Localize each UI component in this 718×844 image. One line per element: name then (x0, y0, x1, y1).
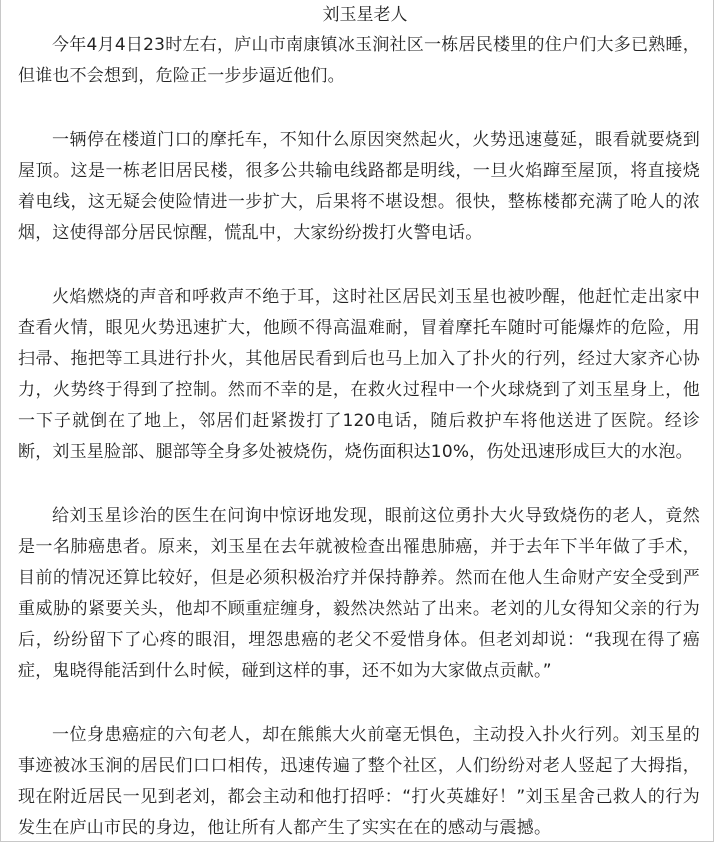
article-paragraph-5: 一位身患癌症的六旬老人，却在熊熊大火前毫无惧色，主动投入扑火行列。刘玉星的事迹被冰玉涧的居民们口口相传，迅速传遍了整个社区，人们纷纷对老人竖起了大拇指，现在附近居民一见到老刘，都会主动和他打招呼：“打火英雄好！”刘玉星舍己救人的行为发生在庐山市民的身边，他让所有人都产生了实实在在的感动与震撼。 (18, 725, 700, 838)
article-paragraph-4: 给刘玉星诊治的医生在问询中惊讶地发现，眼前这位勇扑大火导致烧伤的老人，竟然是一名肺癌患者。原来，刘玉星在去年就被检查出罹患肺癌，并于去年下半年做了手术，目前的情况还算比较好，但是必须积极治疗并保持静养。然而在他人生命财产安全受到严重威胁的紧要关头，他却不顾重症缠身，毅然决然站了出来。老刘的儿女得知父亲的行为后，纷纷留下了心疼的眼泪，埋怨患癌的老父不爱惜身体。但老刘却说：“我现在得了癌症，鬼晓得能活到什么时候，碰到这样的事，还不如为大家做点贡献。” (18, 506, 700, 681)
article-body (18, 4, 700, 844)
article-paragraph-2: 一辆停在楼道门口的摩托车，不知什么原因突然起火，火势迅速蔓延，眼看就要烧到屋顶。这是一栋老旧居民楼，很多公共输电线路都是明线，一旦火焰蹿至屋顶，将直接烧着电线，这无疑会使险情进一步扩大，后果将不堪设想。很快，整栋楼都充满了呛人的浓烟，这使得部分居民惊醒，慌乱中，大家纷纷拨打火警电话。 (18, 130, 700, 243)
article-paragraph-3: 火焰燃烧的声音和呼救声不绝于耳，这时社区居民刘玉星也被吵醒，他赶忙走出家中查看火情，眼见火势迅速扩大，他顾不得高温难耐，冒着摩托车随时可能爆炸的危险，用扫帚、拖把等工具进行扑火，其他居民看到后也马上加入了扑火的行列，经过大家齐心协力，火势终于得到了控制。然而不幸的是，在救火过程中一个火球烧到了刘玉星身上，他一下子就倒在了地上，邻居们赶紧拨打了120电话，随后救护车将他送进了医院。经诊断，刘玉星脸部、腿部等全身多处被烧伤，烧伤面积达10%，伤处迅速形成巨大的水泡。 (18, 287, 700, 462)
article-paragraph-1: 今年4月4日23时左右，庐山市南康镇冰玉涧社区一栋居民楼里的住户们大多已熟睡，但谁也不会想到，危险正一步步逼近他们。 (18, 35, 700, 86)
article-title: 刘玉星老人 (322, 5, 408, 25)
